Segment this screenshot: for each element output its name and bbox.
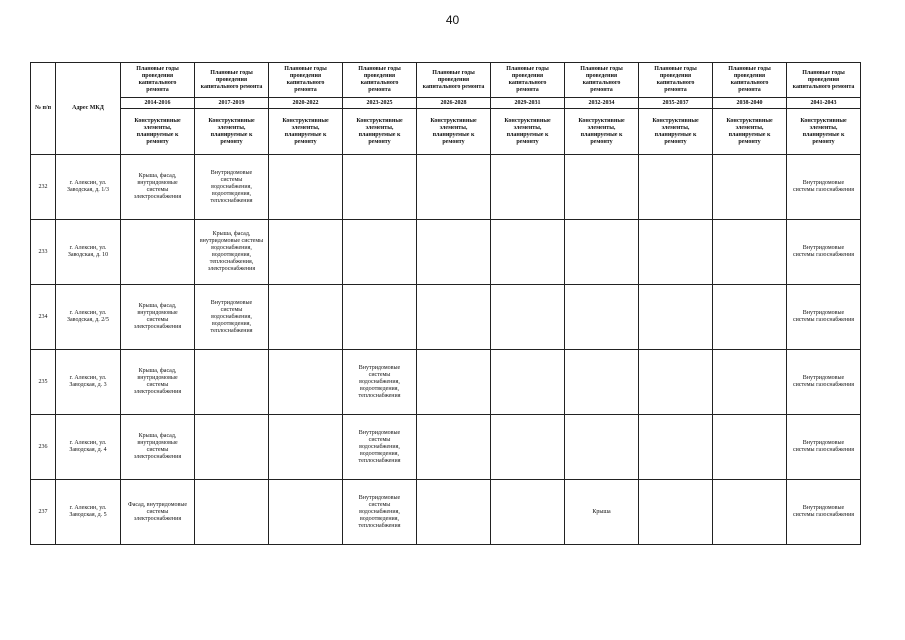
period-header: 2017-2019 [195, 98, 269, 109]
row-address: г. Алексин, ул. Заводская, д. 5 [56, 480, 121, 545]
col-header-address: Адрес МКД [56, 63, 121, 155]
table-row [31, 155, 861, 220]
repair-cell [195, 350, 269, 415]
elements-header: Конструктивные элементы, планируемые к ремонту [269, 109, 343, 155]
repair-cell [269, 155, 343, 220]
repair-cell: Внутридомовые системы водоснабжения, водоотведения, теплоснабжения [343, 350, 417, 415]
elements-header: Конструктивные элементы, планируемые к ремонту [565, 109, 639, 155]
repair-cell [417, 415, 491, 480]
repair-cell: Внутридомовые системы водоснабжения, водоотведения, теплоснабжения [195, 285, 269, 350]
repair-cell [713, 480, 787, 545]
plan-years-header: Плановые годы проведения капитального ремонта [565, 63, 639, 98]
row-number: 233 [31, 220, 56, 285]
plan-years-header: Плановые годы проведения капитального ремонта [491, 63, 565, 98]
repair-cell: Внутридомовые системы газоснабжения [787, 155, 861, 220]
repair-cell: Внутридомовые системы газоснабжения [787, 480, 861, 545]
repair-cell [639, 415, 713, 480]
repair-cell [713, 350, 787, 415]
row-address: г. Алексин, ул. Заводская, д. 1/3 [56, 155, 121, 220]
repair-cell [491, 155, 565, 220]
repair-cell: Крыша, фасад, внутридомовые системы электроснабжения [121, 155, 195, 220]
repair-cell [121, 220, 195, 285]
repair-cell [565, 220, 639, 285]
period-header: 2035-2037 [639, 98, 713, 109]
row-number: 234 [31, 285, 56, 350]
repair-cell [269, 220, 343, 285]
repair-cell [565, 285, 639, 350]
repair-cell [565, 415, 639, 480]
row-address: г. Алексин, ул. Заводская, д. 10 [56, 220, 121, 285]
repair-cell [269, 415, 343, 480]
table-row [31, 285, 861, 350]
repair-cell: Крыша, фасад, внутридомовые системы электроснабжения [121, 350, 195, 415]
repair-cell [417, 285, 491, 350]
repair-cell [639, 155, 713, 220]
repair-cell [639, 220, 713, 285]
repair-cell [195, 415, 269, 480]
plan-years-header: Плановые годы проведения капитального ремонта [343, 63, 417, 98]
period-header: 2029-2031 [491, 98, 565, 109]
repair-cell [713, 155, 787, 220]
repair-cell [639, 285, 713, 350]
repair-cell: Крыша, фасад, внутридомовые системы электроснабжения [121, 415, 195, 480]
repair-cell: Фасад, внутридомовые системы электроснабжения [121, 480, 195, 545]
repair-cell [713, 285, 787, 350]
repair-cell: Внутридомовые системы водоснабжения, водоотведения, теплоснабжения [343, 415, 417, 480]
repair-cell [491, 480, 565, 545]
repair-cell: Крыша, фасад, внутридомовые системы электроснабжения [121, 285, 195, 350]
plan-years-header: Плановые годы проведения капитального ремонта [787, 63, 861, 98]
repair-cell [639, 480, 713, 545]
table-row [31, 220, 861, 285]
repair-cell [565, 155, 639, 220]
repair-cell: Крыша, фасад, внутридомовые системы водоснабжения, водоотведения, теплоснабжения, электроснабжения [195, 220, 269, 285]
repair-cell: Крыша [565, 480, 639, 545]
repair-cell [713, 415, 787, 480]
row-number: 236 [31, 415, 56, 480]
repair-cell [269, 285, 343, 350]
period-header: 2038-2040 [713, 98, 787, 109]
repair-cell [491, 350, 565, 415]
col-header-number: № п/п [31, 63, 56, 155]
row-number: 235 [31, 350, 56, 415]
plan-years-header: Плановые годы проведения капитального ремонта [121, 63, 195, 98]
repair-cell: Внутридомовые системы водоснабжения, водоотведения, теплоснабжения [195, 155, 269, 220]
elements-header: Конструктивные элементы, планируемые к ремонту [491, 109, 565, 155]
repair-cell [417, 350, 491, 415]
period-header: 2014-2016 [121, 98, 195, 109]
repair-cell: Внутридомовые системы газоснабжения [787, 415, 861, 480]
repair-cell [195, 480, 269, 545]
repair-cell [417, 220, 491, 285]
repair-cell [417, 480, 491, 545]
row-address: г. Алексин, ул. Заводская, д. 4 [56, 415, 121, 480]
period-header: 2020-2022 [269, 98, 343, 109]
repair-cell: Внутридомовые системы газоснабжения [787, 285, 861, 350]
page-number: 40 [445, 13, 460, 27]
elements-header: Конструктивные элементы, планируемые к ремонту [195, 109, 269, 155]
repair-cell [343, 285, 417, 350]
table-row [31, 415, 861, 480]
repair-cell [343, 155, 417, 220]
repair-cell [269, 350, 343, 415]
repair-cell [565, 350, 639, 415]
elements-header: Конструктивные элементы, планируемые к ремонту [343, 109, 417, 155]
plan-years-header: Плановые годы проведения капитального ремонта [269, 63, 343, 98]
repair-cell [269, 480, 343, 545]
elements-header: Конструктивные элементы, планируемые к ремонту [639, 109, 713, 155]
period-header: 2023-2025 [343, 98, 417, 109]
period-header: 2041-2043 [787, 98, 861, 109]
row-address: г. Алексин, ул. Заводская, д. 3 [56, 350, 121, 415]
repair-cell [417, 155, 491, 220]
table-row [31, 480, 861, 545]
table-row [31, 350, 861, 415]
plan-years-header: Плановые годы проведения капитального ремонта [713, 63, 787, 98]
row-number: 237 [31, 480, 56, 545]
row-number: 232 [31, 155, 56, 220]
plan-years-header: Плановые годы проведения капитального ремонта [639, 63, 713, 98]
period-header: 2032-2034 [565, 98, 639, 109]
plan-years-header: Плановые годы проведения капитального ремонта [417, 63, 491, 98]
repair-cell: Внутридомовые системы газоснабжения [787, 220, 861, 285]
elements-header: Конструктивные элементы, планируемые к ремонту [417, 109, 491, 155]
repair-cell [491, 415, 565, 480]
period-header: 2026-2028 [417, 98, 491, 109]
repair-cell [713, 220, 787, 285]
elements-header: Конструктивные элементы, планируемые к ремонту [713, 109, 787, 155]
row-address: г. Алексин, ул. Заводская, д. 2/5 [56, 285, 121, 350]
repair-cell [491, 220, 565, 285]
table-header [31, 63, 861, 155]
repair-cell [343, 220, 417, 285]
capital-repair-table [30, 62, 861, 545]
elements-header: Конструктивные элементы, планируемые к ремонту [121, 109, 195, 155]
repair-cell: Внутридомовые системы газоснабжения [787, 350, 861, 415]
plan-years-header: Плановые годы проведения капитального ремонта [195, 63, 269, 98]
repair-cell: Внутридомовые системы водоснабжения, водоотведения, теплоснабжения [343, 480, 417, 545]
elements-header: Конструктивные элементы, планируемые к ремонту [787, 109, 861, 155]
repair-cell [491, 285, 565, 350]
repair-cell [639, 350, 713, 415]
